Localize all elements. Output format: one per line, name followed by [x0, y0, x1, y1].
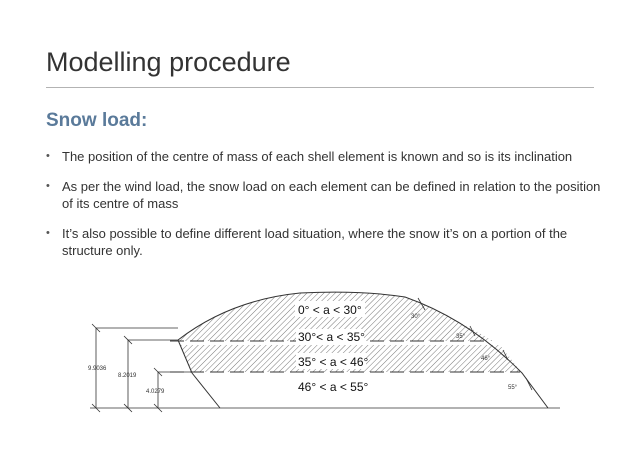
dimension-label-lower: 4.0279 [146, 389, 165, 395]
bullet-text: The position of the centre of mass of each shell element is known and so is its inclination [62, 149, 573, 164]
dimension-label-middle: 8.2019 [118, 373, 137, 379]
bullet-marker: • [46, 180, 50, 192]
zone-label-4: 46° < a < 55° [298, 380, 369, 394]
zone-label-1: 0° < a < 30° [298, 303, 362, 317]
zone-label-2: 30°< a < 35° [298, 330, 365, 344]
page-title: Modelling procedure [46, 47, 291, 77]
zone-band-2 [170, 341, 560, 345]
section-heading: Snow load: [46, 110, 148, 131]
angle-label-46: 46° [481, 356, 491, 362]
angle-label-30: 30° [411, 314, 421, 320]
angle-label-55: 55° [508, 385, 518, 391]
bullet-text: It’s also possible to define different load situation, where the snow it’s on a portion of the structure only. [62, 226, 568, 258]
dimension-label-total: 9.9036 [88, 366, 107, 372]
zone-band-3 [170, 372, 560, 376]
zone-label-3: 35° < a < 46° [298, 355, 369, 369]
angle-label-35: 35° [456, 334, 466, 340]
bullet-text: As per the wind load, the snow load on each element can be defined in relation to the position of its centre of mass [62, 179, 601, 211]
bullet-marker: • [46, 150, 50, 162]
bullet-marker: • [46, 227, 50, 239]
